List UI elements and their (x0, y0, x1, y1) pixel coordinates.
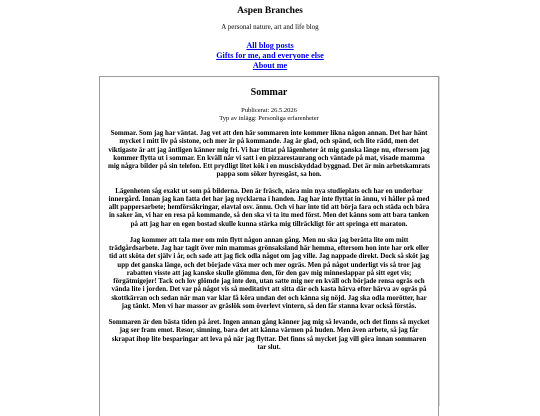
site-title: Aspen Branches (237, 6, 303, 16)
post-title: Sommar (250, 87, 288, 98)
post-paragraph: Sommaren är den bästa tiden på året. Ingen annan gång känner jag mig så levande, och det finns så mycket jag ser fram emot. Resor, simning, bara det att känna värmen på huden. Men även arbete, så jag får skrapat ihop lite besparingar att leva på när jag flyttar. Det finns så mycket jag vill göra innan sommaren tar slut. (108, 318, 430, 351)
post-paragraph: Jag kommer att tala mer om min flytt någon annan gång. Men nu ska jag berätta lite om mitt trädgårdsarbete. Jag har tagit över min mammas grönsaksland här hemma, eftersom hon inte har ork eller tid att sköta det själv i år, och sade att jag fick odla något om jag ville. Jag nappade direkt. Dock så sköt jag upp det ganska länge, och det började växa mer och mer ogräs. Men på något underligt vis så tror jag rabatten visste att jag kanske skulle glömma den, för den gav mig minneslappar på sitt eget vis; förgätmigejer! Tack och lov glömde jag inte den, utan satte mig ner en kväll och började rensa ogräs och vända lite i jorden. Det var på något vis så meditativt att sitta där och kasta härva efter härva av ogräs på skottkärran och sedan när man var klar få köra undan det och känna sig nöjd. Jag ska odla morötter, har jag tänkt. Men vi har massor av gräslök som överlevt vintern, så den får stanna kvar också förstås. (108, 235, 430, 310)
post-body (108, 129, 430, 359)
card-shadow (439, 76, 440, 406)
post-paragraph: Sommar. Som jag har väntat. Jag vet att den här sommaren inte kommer likna någon annan. Det har hänt mycket i mitt liv på sistone, och mer är på kommande. Jag är glad, och spänd, och lite rädd, men det viktigaste är att jag äntligen känner mig fri. Vi har tittat på lägenheter åt mig ganska länge nu, eftersom jag kommer flytta ut i sommar. En kväll når vi satt i en pizzarestaurang och väntade på mat, visade mamma mig några bilder på sin telefon. Ett prydligt litet kök i en musciskyddad byggnad. Det är min arbetskamrats pappa som söker hyresgäst, sa hon. (108, 129, 430, 179)
post-meta (100, 107, 438, 123)
post-type: Typ av inlägg: Personliga erfarenheter (219, 114, 319, 122)
nav-link-about[interactable]: About me (252, 61, 288, 71)
main-nav (0, 41, 540, 72)
nav-link-all-posts[interactable]: All blog posts (246, 41, 294, 50)
post-card (99, 76, 439, 416)
post-card-content (100, 77, 438, 416)
post-published-date: Publicerat: 26.5.2026 (241, 107, 297, 114)
nav-link-gifts[interactable]: Gifts for me, and everyone else (216, 51, 324, 61)
site-tagline: A personal nature, art and life blog (221, 23, 319, 31)
post-paragraph: Lägenheten såg exakt ut som på bilderna. Den är fräsch, nära min nya studieplats och har en underbar innergård. Innan jag kan fatta det har jag nycklarna i handen. Jag har inte flyttat in ännu, vi håller på med allt pappersarbete; hemförsäkringar, elavtal osv. ännu. Och vi har inte tid att börja fara och städa och bära in saker än, vi har en resa på kommande, så den ska vi ta itu med först. Men det känns som att bara tanken på att jag har en egen bostad skulle kunna stärka mig tillräckligt för att springa ett maraton. (108, 186, 430, 228)
